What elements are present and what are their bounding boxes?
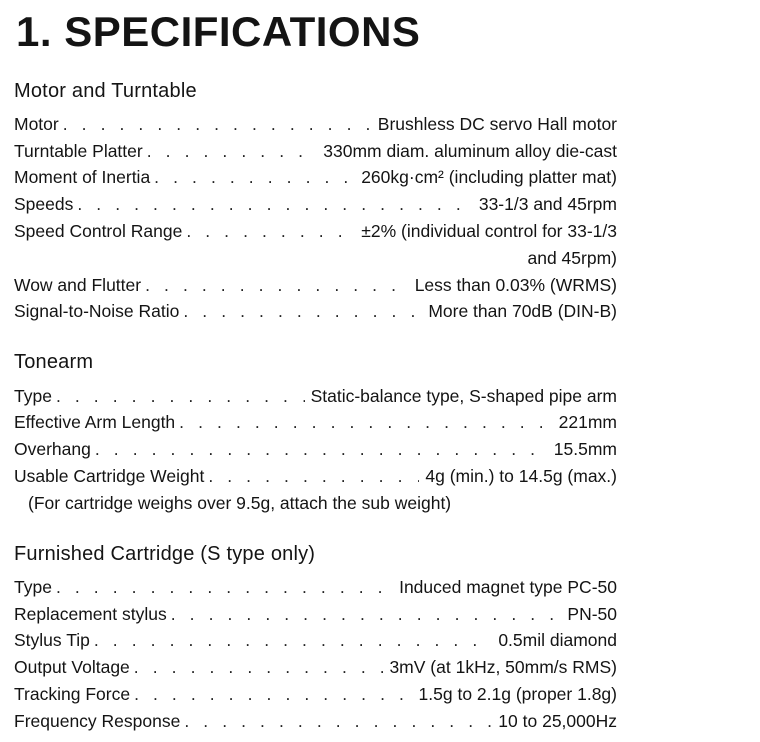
spec-value: 3mV (at 1kHz, 50mm/s RMS)	[389, 657, 617, 677]
spec-row-motor	[14, 111, 617, 137]
spec-row-moment-of-inertia	[14, 164, 617, 190]
spec-row-usable-cartridge-weight	[14, 463, 617, 489]
spec-value: 260kg·cm² (including platter mat)	[361, 167, 617, 187]
spec-label: Replacement stylus	[14, 604, 167, 624]
spec-label: Speeds	[14, 194, 74, 214]
spec-value: Static-balance type, S-shaped pipe arm	[310, 386, 617, 406]
spec-value: 0.5mil diamond	[498, 630, 617, 650]
leader-dots	[77, 191, 472, 217]
spec-label: Moment of Inertia	[14, 167, 151, 187]
spec-value: 221mm	[558, 412, 617, 432]
leader-dots	[56, 574, 393, 600]
spec-note: (For cartridge weighs over 9.5g, attach the sub weight)	[28, 493, 452, 513]
spec-row-stylus-tip	[14, 627, 617, 653]
leader-dots	[63, 111, 372, 137]
leader-dots	[134, 654, 384, 680]
spec-row-cartridge-type	[14, 574, 617, 600]
spec-value: Brushless DC servo Hall motor	[377, 114, 617, 134]
spec-value: More than 70dB (DIN-B)	[428, 301, 617, 321]
spec-label: Overhang	[14, 439, 91, 459]
spec-value-continuation: and 45rpm)	[527, 248, 617, 268]
spec-row-effective-arm-length	[14, 409, 617, 435]
spec-row-tonearm-type	[14, 383, 617, 409]
spec-row-replacement-stylus	[14, 601, 617, 627]
spec-row-turntable-platter	[14, 138, 617, 164]
spec-row-tracking-force	[14, 681, 617, 707]
section-heading-furnished-cartridge: Furnished Cartridge (S type only)	[14, 543, 316, 565]
spec-row-output-voltage	[14, 654, 617, 680]
section-heading-tonearm: Tonearm	[14, 351, 94, 373]
spec-value: 1.5g to 2.1g (proper 1.8g)	[418, 684, 617, 704]
leader-dots	[95, 436, 548, 462]
leader-dots	[186, 218, 355, 244]
spec-label: Frequency Response	[14, 711, 181, 731]
spec-value: Less than 0.03% (WRMS)	[414, 275, 617, 295]
leader-dots	[154, 164, 355, 190]
spec-label: Type	[14, 386, 52, 406]
leader-dots	[171, 601, 562, 627]
leader-dots	[184, 708, 492, 734]
spec-label: Output Voltage	[14, 657, 130, 677]
spec-label: Signal-to-Noise Ratio	[14, 301, 180, 321]
spec-value: 330mm diam. aluminum alloy die-cast	[323, 141, 617, 161]
leader-dots	[179, 409, 552, 435]
spec-label: Stylus Tip	[14, 630, 90, 650]
spec-row-overhang	[14, 436, 617, 462]
spec-label: Speed Control Range	[14, 221, 183, 241]
spec-label: Wow and Flutter	[14, 275, 142, 295]
leader-dots	[94, 627, 492, 653]
leader-dots	[134, 681, 412, 707]
spec-label: Tracking Force	[14, 684, 131, 704]
leader-dots	[145, 272, 409, 298]
spec-row-wow-flutter	[14, 272, 617, 298]
page-title: 1. SPECIFICATIONS	[16, 8, 421, 55]
leader-dots	[56, 383, 305, 409]
leader-dots	[183, 298, 422, 324]
spec-value: 33-1/3 and 45rpm	[478, 194, 617, 214]
leader-dots	[147, 138, 318, 164]
spec-value: PN-50	[567, 604, 617, 624]
spec-value: ±2% (individual control for 33-1/3	[361, 221, 617, 241]
spec-value: 15.5mm	[553, 439, 617, 459]
spec-label: Usable Cartridge Weight	[14, 466, 205, 486]
spec-row-speeds	[14, 191, 617, 217]
spec-row-signal-to-noise	[14, 298, 617, 324]
section-heading-motor-turntable: Motor and Turntable	[14, 80, 197, 102]
spec-row-speed-control-range	[14, 218, 617, 244]
spec-value: 4g (min.) to 14.5g (max.)	[425, 466, 617, 486]
spec-label: Effective Arm Length	[14, 412, 176, 432]
spec-row-frequency-response	[14, 708, 617, 734]
spec-value: Induced magnet type PC-50	[399, 577, 617, 597]
spec-value: 10 to 25,000Hz	[498, 711, 617, 731]
spec-label: Motor	[14, 114, 59, 134]
spec-label: Turntable Platter	[14, 141, 143, 161]
leader-dots	[208, 463, 419, 489]
spec-label: Type	[14, 577, 52, 597]
